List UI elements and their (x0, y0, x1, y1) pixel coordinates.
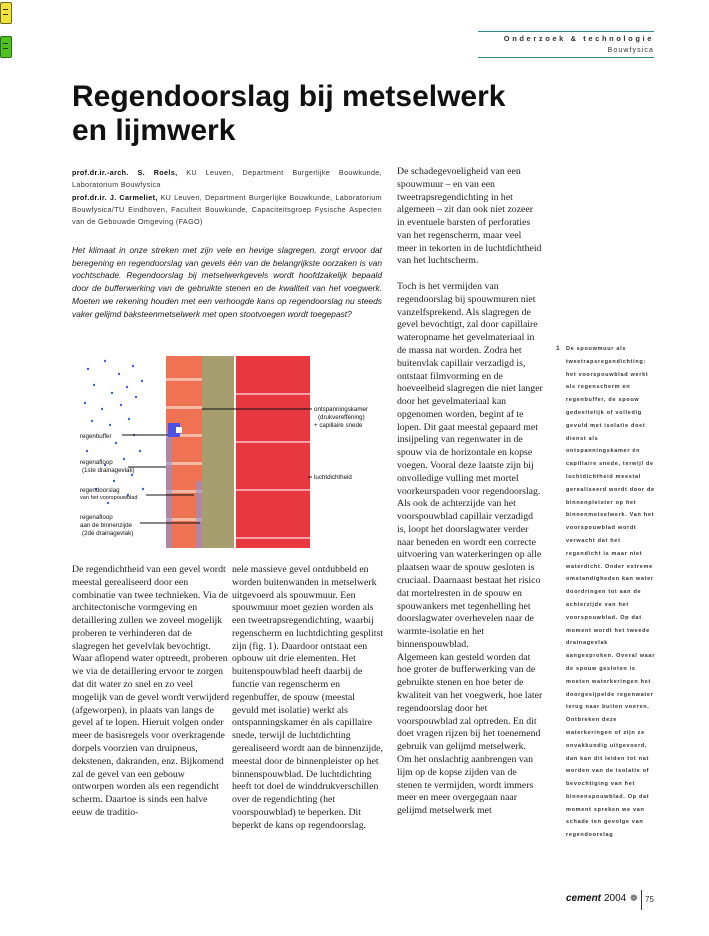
figure-caption (556, 343, 656, 842)
author-block (72, 167, 382, 229)
label-voorspouwblad: van het voorspouwblad (80, 495, 138, 501)
body-column-1 (72, 564, 229, 820)
label-drainagevlak-1: (1ste drainagevlak) (82, 467, 135, 474)
label-drainagevlak-2: (2de drainagevlak) (82, 530, 134, 537)
column-3-paragraph-3: Algemeen kan gesteld worden dat hoe groter de bufferwerking van de gebruikte stenen en hoe beter de kwaliteit van het voegwerk, hoe later regendoorslag door het voorspouwblad zal optreden. En dit doet vragen rijzen bij het toenemend gebruik van gelijmd metselwerk. Om het onslachtig aanbrengen van lijm op de kopse zijden van de stenen te vermijden, wordt immers meer en meer overgegaan naar gelijmd metselwerk met (397, 651, 543, 817)
section-label: Onderzoek & technologie (503, 34, 654, 43)
author-2-name: prof.dr.ir. J. Carmeliet, (72, 193, 158, 202)
author-1-affiliation: KU Leuven, Department Burgerlijke Bouwkunde, Laboratorium Bouwfysica (72, 168, 382, 189)
author-1 (72, 167, 382, 191)
inner-leaf-bricks (236, 356, 310, 548)
author-1-name: prof.dr.ir.-arch. S. Roels, (72, 168, 178, 177)
caption-number: 1 (556, 345, 561, 352)
header-rule-top (478, 31, 654, 32)
column-3-paragraph-1: De schadegevoeligheid van een spouwmuur – en van een tweetrapsregendichting in het algemeen – zit dan ook niet zozeer in eventuele barsten of perforaties van het regenscherm, maar veel meer in tekorten in de luchtdichtheid van het luchtscherm. (397, 166, 542, 267)
column-2-text: nele massieve gevel ontdubbeld en worden buitenwanden in metselwerk uitgevoerd als spouwmuur. Een spouwmuur moet gezien worden als een tweetrapsregendichting, waarbij regenscherm en luchtdichting gesplitst zijn (fig. 1). Daardoor ontstaat een opbouw uit drie elementen. Het buitenspouwblad heeft daarbij de functie van regenscherm en regenbuffer, de spouw (meestal gevuld met isolatie) werkt als ontspanningskamer én als capillaire snede, terwijl de luchtdichting gerealiseerd wordt aan de binnenzijde, meestal door de binnenpleister op het binnenspouwblad. De luchtdichting heeft tot doel de winddrukverschillen over de regendichting (het voorspouwblad) te beperken. Dit beperkt de kans op regendoorslag. (232, 564, 383, 831)
author-2-affiliation: KU Leuven, Department Burgerlijke Bouwkunde, Laboratorium Bouwfysica/TU Eindhoven, Faculteit Bouwkunde, Capaciteitsgroep Fysische Aspecten van de Gebouwde Omgeving (FAGO) (72, 193, 382, 226)
label-luchtdichtheid: luchtdichtheid (314, 474, 352, 481)
cavity-wall-diagram (72, 351, 382, 554)
page-number: 75 (645, 895, 654, 904)
sticky-note-icon[interactable] (0, 36, 12, 58)
article-title (72, 80, 572, 148)
label-regenafloop-2: regenafloop (80, 514, 113, 521)
author-2 (72, 192, 382, 228)
body-column-3 (397, 166, 543, 818)
header-rule-bottom (478, 57, 654, 58)
footer-logo-icon: ❁ (630, 893, 638, 903)
label-regendoorslag: regendoorslag (80, 487, 120, 494)
label-ontspanningskamer: ontspanningskamer (314, 406, 369, 413)
caption-text: De spouwmuur als tweetrapsregendichting: het voorspouwblad werkt als regenscherm en regenbuffer, de spouw gedeeltelijk of volledig gevuld met isolatie doet dienst als ontspanningskamer én capillaire snede, terwijl de luchtdichtheid meestal gerealiseerd wordt door de binnenpleister op het binnenmetselwerk. Van het voorspouwblad wordt verwacht dat het regendicht is maar niet waterdicht. Onder extreme omstandigheden kan water doordringen tot aan de achterzijde van het voorspouwblad. Op dat moment wordt het tweede drainagevlak aangesproken. Overal waar de spouw gesloten is moeten waterkeringen het doorgesijpelde regenwater terug naar buiten voeren. Ontbreken deze waterkeringen of zijn ze onvakkundig uitgevoerd, dan kan dit leiden tot nat worden van de isolatie of bevochtiging van het binnenspouwblad. Op dat moment spreken we van schade ten gevolge van regendoorslag (566, 346, 656, 839)
intro-paragraph: Het klimaat in onze streken met zijn vele en hevige slagregen, zorgt ervoor dat beregening en regendoorslag van gevels één van de belangrijkste oorzaken is van vochtschade. Regendoorslag bij metselwerkgevels wordt hoofdzakelijk bepaald door de bufferwerking van de gebruikte stenen en de kwaliteit van het voegwerk. Moeten we rekening houden met een verhoogde kans op regendoorslag nu steeds vaker gelijmd baksteenmetselwerk met open stootvoegen wordt toegepast? (72, 245, 382, 319)
title-line-2: en lijmwerk (72, 114, 236, 147)
label-binnenzijde: aan de binnenzijde (80, 522, 132, 529)
column-3-paragraph-2: Toch is het vermijden van regendoorslag bij spouwmuren niet vanzelfsprekend. Als slagregen de gevel bevochtigt, zal door capillaire wateropname het gevelmateriaal in de massa nat worden. Zodra het buitenvlak capillair verzadigd is, ontstaat filmvorming en de hoeveelheid slagregen die niet langer door het gevelmateriaal kan opgenomen worden, begint af te lopen. Dit gaat meestal gepaard met insijpeling van regenwater in de spouw via de horizontale en kopse voegen. Vooral deze laatste zijn bij onvolledige vulling met mortel voorkeurspaden voor regendoorslag. Als ook de achterzijde van het voorspouwblad capillair verzadigd is, loopt het doorslagwater verder naar beneden en wordt een correcte uitvoering van waterkeringen op alle plaatsen waar de spouw gesloten is cruciaal. Daarnaast bestaat het risico dat mortelresten in de spouw en spouwankers met tegenhelling het doorslagwater overhevelen naar de warmte-isolatie en het binnenspouwblad. (397, 281, 543, 650)
sticky-note-icon[interactable] (0, 2, 12, 24)
column-1-text: De regendichtheid van een gevel wordt meestal gerealiseerd door een combinatie van twee technieken. Via de architectonische vormgeving en detaillering zullen we zoveel mogelijk proberen te verhinderen dat de slagregen het gevelvlak bevochtigt. Waar aflopend water optreedt, proberen we via de detaillering ervoor te zorgen dat dit water zo snel en zo veel mogelijk van de gevel wordt verwijderd (afgeworpen), in plaats van langs de gevel af te lopen. Hieruit volgen onder meer de basisregels voor overkragende dorpels voorzien van druipneus, dekstenen, dakranden, enz. Bijkomend zal de gevel van een gebouw ontworpen worden als een regendicht scherm. Daartoe is sinds een halve eeuw de traditio- (72, 564, 229, 818)
water-buffer-marker (168, 423, 182, 437)
footer-rule (641, 890, 642, 910)
footer-brand: cement (566, 893, 602, 904)
subsection-label: Bouwfysica (607, 47, 654, 54)
label-drukvereffening: (drukvereffening) (318, 414, 365, 421)
label-capillaire-snede: + capillaire snede (314, 422, 363, 429)
title-line-1: Regendoorslag bij metselwerk (72, 80, 506, 113)
label-regenafloop-1: regenafloop (80, 459, 113, 466)
footer-year: 2004 (604, 893, 627, 904)
label-regenbuffer: regenbuffer (80, 433, 112, 440)
outer-leaf-bricks (166, 356, 202, 548)
cavity-insulation (202, 356, 234, 548)
cavity-wall-figure (72, 351, 382, 554)
body-column-2 (232, 564, 384, 832)
